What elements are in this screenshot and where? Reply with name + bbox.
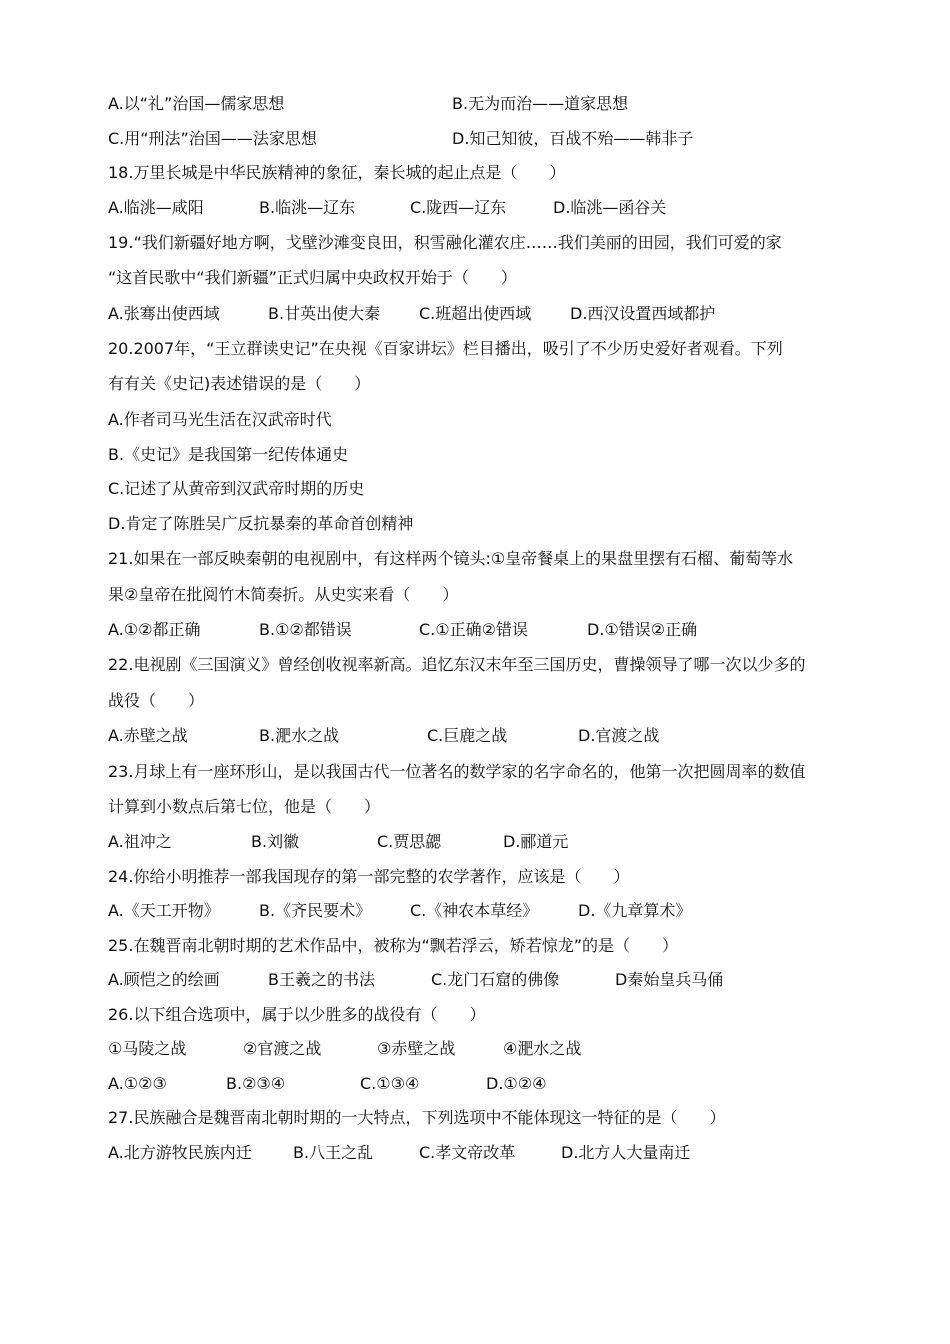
q17-option-b: B.无为而治——道家思想 [452, 94, 629, 113]
q26-option-b: B.②③④ [226, 1074, 286, 1093]
q24-stem: 24.你给小明推荐一部我国现存的第一部完整的农学著作，应该是（ ） [108, 867, 630, 886]
q24-option-c: C.《神农本草经》 [410, 901, 539, 920]
q26-item-4: ④淝水之战 [503, 1039, 582, 1058]
q25-option-a: A.顾恺之的绘画 [108, 970, 220, 989]
q21-option-a: A.①②都正确 [108, 620, 201, 639]
q22-stem-line-2: 战役（ ） [108, 691, 205, 710]
q18-option-a: A.临洮—咸阳 [108, 198, 204, 217]
q26-option-a: A.①②③ [108, 1074, 167, 1093]
q26-option-c: C.①③④ [360, 1074, 420, 1093]
q20-option-c: C.记述了从黄帝到汉武帝时期的历史 [108, 479, 365, 498]
q17-option-row-2 [108, 129, 694, 149]
q19-option-d: D.西汉设置西域都护 [570, 304, 716, 323]
q18-option-c: C.陇西—辽东 [410, 198, 507, 217]
q27-option-a: A.北方游牧民族内迁 [108, 1143, 252, 1162]
q26-stem: 26.以下组合选项中，属于以少胜多的战役有（ ） [108, 1005, 486, 1024]
q20-stem-line-1: 20.2007年，“王立群读史记”在央视《百家讲坛》栏目播出，吸引了不少历史爱好者观看。下列 [108, 339, 783, 358]
q18-option-b: B.临洮—辽东 [259, 198, 356, 217]
q24-option-b: B.《齐民要术》 [259, 901, 372, 920]
q20-option-a: A.作者司马光生活在汉武帝时代 [108, 410, 332, 429]
q21-option-c: C.①正确②错误 [419, 620, 528, 639]
q19-option-a: A.张骞出使西域 [108, 304, 220, 323]
q27-options [108, 1143, 691, 1163]
q20-option-b: B.《史记》是我国第一纪传体通史 [108, 445, 349, 464]
q21-options [108, 620, 698, 640]
q23-option-b: B.刘徽 [251, 832, 300, 851]
q20-stem-line-2: 有有关《史记)表述错误的是（ ） [108, 374, 371, 393]
q22-options [108, 726, 660, 746]
q21-option-b: B.①②都错误 [259, 620, 352, 639]
q26-item-1: ①马陵之战 [108, 1039, 187, 1058]
q26-items [108, 1039, 582, 1059]
q27-option-d: D.北方人大量南迁 [561, 1143, 691, 1162]
q21-stem-line-2: 果②皇帝在批阅竹木简奏折。从史实来看（ ） [108, 585, 459, 604]
q26-option-d: D.①②④ [486, 1074, 547, 1093]
q23-option-d: D.郦道元 [503, 832, 569, 851]
q27-option-c: C.孝文帝改革 [419, 1143, 516, 1162]
q17-option-d: D.知己知彼，百战不殆——韩非子 [452, 129, 694, 148]
q22-stem-line-1: 22.电视剧《三国演义》曾经创收视率新高。追忆东汉末年至三国历史，曹操领导了哪一次以少多的 [108, 655, 806, 674]
q19-option-b: B.甘英出使大秦 [268, 304, 381, 323]
q23-stem-line-2: 计算到小数点后第七位，他是（ ） [108, 797, 381, 816]
q25-option-c: C.龙门石窟的佛像 [431, 970, 560, 989]
q23-option-c: C.贾思勰 [377, 832, 442, 851]
q23-option-a: A.祖冲之 [108, 832, 172, 851]
q18-option-d: D.临洮—函谷关 [553, 198, 667, 217]
q17-option-a: A.以“礼”治国—儒家思想 [108, 94, 285, 113]
q17-option-row-1 [108, 94, 629, 114]
q23-stem-line-1: 23.月球上有一座环形山，是以我国古代一位著名的数学家的名字命名的，他第一次把圆周率的数值 [108, 762, 806, 781]
q24-option-d: D.《九章算术》 [578, 901, 692, 920]
q22-option-c: C.巨鹿之战 [427, 726, 508, 745]
q18-options [108, 198, 667, 218]
q25-option-b: B王羲之的书法 [268, 970, 375, 989]
q26-item-2: ②官渡之战 [243, 1039, 322, 1058]
q26-item-3: ③赤壁之战 [377, 1039, 456, 1058]
q20-option-d: D.肯定了陈胜吴广反抗暴秦的革命首创精神 [108, 514, 414, 533]
q25-options [108, 970, 724, 990]
q26-options [108, 1074, 547, 1094]
q22-option-b: B.淝水之战 [259, 726, 340, 745]
q27-option-b: B.八王之乱 [293, 1143, 374, 1162]
q17-option-c: C.用“刑法”治国——法家思想 [108, 129, 317, 148]
q18-stem: 18.万里长城是中华民族精神的象征，秦长城的起止点是（ ） [108, 163, 566, 182]
q24-option-a: A.《天工开物》 [108, 901, 220, 920]
q22-option-d: D.官渡之战 [578, 726, 660, 745]
q21-option-d: D.①错误②正确 [587, 620, 698, 639]
q19-stem-line-2: “这首民歌中“我们新疆”正式归属中央政权开始于（ ） [108, 268, 517, 287]
q19-stem-line-1: 19.“我们新疆好地方啊，戈壁沙滩变良田，积雪融化灌农庄……我们美丽的田园，我们可爱的家 [108, 233, 782, 252]
q27-stem: 27.民族融合是魏晋南北朝时期的一大特点，下列选项中不能体现这一特征的是（ ） [108, 1108, 726, 1127]
q23-options [108, 832, 569, 852]
q21-stem-line-1: 21.如果在一部反映秦朝的电视剧中，有这样两个镜头:①皇帝餐桌上的果盘里摆有石榴、葡萄等水 [108, 549, 794, 568]
q19-option-c: C.班超出使西域 [419, 304, 532, 323]
q19-options [108, 304, 716, 324]
q25-option-d: D秦始皇兵马俑 [615, 970, 724, 989]
q25-stem: 25.在魏晋南北朝时期的艺术作品中，被称为“飘若浮云，矫若惊龙”的是（ ） [108, 936, 679, 955]
q24-options [108, 901, 692, 921]
q22-option-a: A.赤壁之战 [108, 726, 188, 745]
